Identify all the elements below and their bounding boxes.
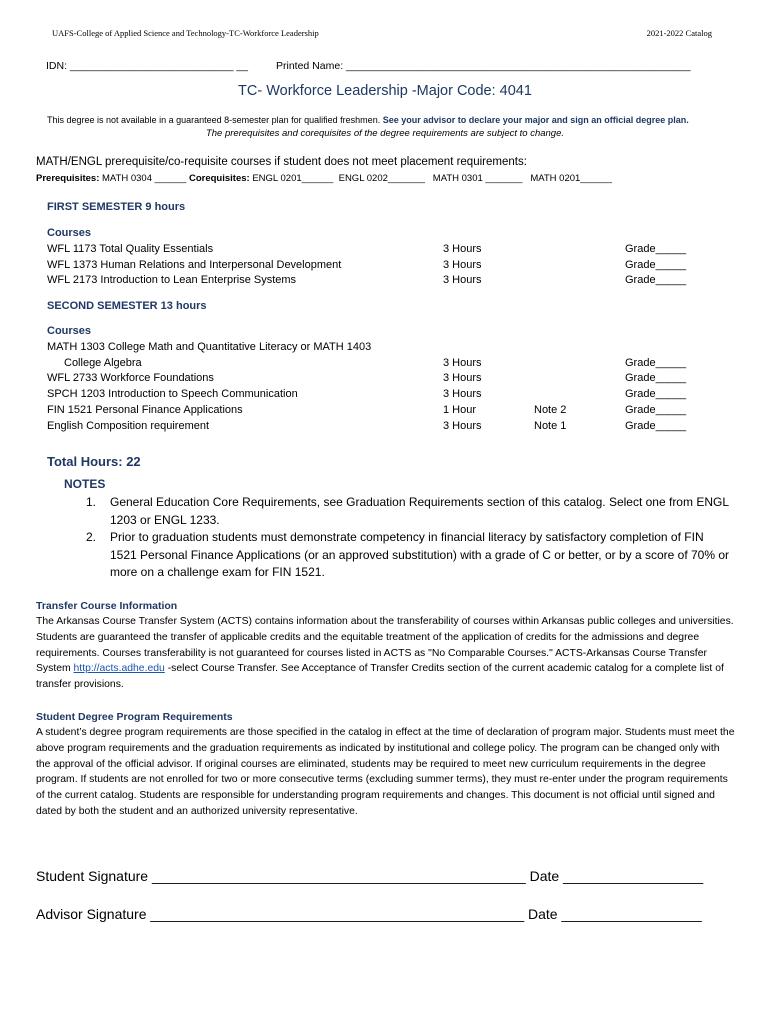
header-catalog-year: 2021-2022 Catalog: [646, 28, 712, 38]
transfer-text-end: -select Course Transfer. See Acceptance of Transfer Credits section of the current academic catalog for a complete list of transfer provisions.: [36, 663, 724, 691]
prereq-value: MATH 0304 ______: [99, 173, 189, 184]
course-name: WFL 2733 Workforce Foundations: [47, 372, 214, 384]
note-text: General Education Core Requirements, see Graduation Requirements section of this catalog. Select one from ENGL 1203 or ENGL 1233.: [110, 495, 729, 527]
course-grade: Grade_____: [625, 357, 687, 369]
course-hours: 3 Hours: [443, 259, 482, 271]
student-requirements-heading: Student Degree Program Requirements: [36, 711, 233, 723]
course-hours: 3 Hours: [443, 372, 482, 384]
course-grade: Grade_____: [625, 259, 687, 271]
course-hours: 3 Hours: [443, 357, 482, 369]
page-title: TC- Workforce Leadership -Major Code: 4041: [238, 83, 532, 99]
second-semester-courses-label: Courses: [47, 325, 92, 337]
header-left: UAFS-College of Applied Science and Technology-TC-Workforce Leadership: [52, 28, 319, 38]
course-grade: Grade_____: [625, 243, 687, 255]
course-name: SPCH 1203 Introduction to Speech Communication: [47, 388, 298, 400]
transfer-paragraph: [36, 614, 736, 693]
coreq-value: ENGL 0201______ ENGL 0202_______ MATH 0301 _______ MATH 0201______: [249, 173, 613, 184]
course-name: English Composition requirement: [47, 420, 210, 432]
printed-name-field-label: Printed Name: ___________________________________________________________: [276, 60, 691, 72]
math-option-line: MATH 1303 College Math and Quantitative Literacy or MATH 1403: [47, 341, 372, 353]
disclaimer-line-2: The prerequisites and corequisites of the degree requirements are subject to change.: [205, 128, 565, 139]
note-number: 2.: [86, 530, 97, 544]
student-signature-line[interactable]: Student Signature ________________________________________________ Date __________________: [36, 868, 704, 884]
course-grade: Grade_____: [625, 420, 687, 432]
total-hours: Total Hours: 22: [47, 454, 141, 469]
course-hours: 1 Hour: [443, 404, 477, 416]
transfer-heading: Transfer Course Information: [36, 600, 178, 612]
course-hours: 3 Hours: [443, 243, 482, 255]
course-name: College Algebra: [64, 357, 142, 369]
notes-heading: NOTES: [64, 477, 106, 491]
mathengl-heading: MATH/ENGL prerequisite/co-requisite courses if student does not meet placement requirements:: [36, 156, 527, 168]
course-name: FIN 1521 Personal Finance Applications: [47, 404, 243, 416]
disclaimer-line-1: [47, 115, 689, 125]
course-name: WFL 2173 Introduction to Lean Enterprise Systems: [47, 274, 297, 286]
id-field-label: IDN: ____________________________ __: [46, 60, 249, 72]
note-number: 1.: [86, 495, 97, 509]
second-semester-heading: SECOND SEMESTER 13 hours: [47, 300, 207, 312]
prereq-label: Prerequisites:: [36, 173, 100, 184]
first-semester-courses-label: Courses: [47, 227, 92, 239]
acts-link[interactable]: http://acts.adhe.edu: [73, 663, 165, 675]
student-requirements-paragraph: A student’s degree program requirements are those specified in the catalog in effect at the time of declaration of program major. Students must meet the above program requirements and the graduation requirements as indicated by institutional and college policy. The program can be changed only with the approval of the official advisor. If original courses are eliminated, students may be required to meet new curriculum requirements in the degree program. If students are not enrolled for two or more consecutive terms (excluding summer terms), they must re-enter under the program requirements of the current catalog. Students are responsible for understanding program requirements and changes. This document is not official until signed and dated by both the student and an authorized university representative.: [36, 727, 735, 817]
advisor-signature-line[interactable]: Advisor Signature ________________________________________________ Date __________________: [36, 906, 702, 922]
course-note: Note 1: [534, 420, 567, 432]
course-grade: Grade_____: [625, 404, 687, 416]
coreq-label: Corequisites:: [188, 173, 250, 184]
mathengl-requirements: [36, 173, 612, 184]
course-grade: Grade_____: [625, 372, 687, 384]
course-name: WFL 1173 Total Quality Essentials: [47, 243, 214, 255]
note-text: Prior to graduation students must demonstrate competency in financial literacy by satisfactory completion of FIN 1521 Personal Finance Applications (or an approved substitution) with a grade of C or better, or by a score of 70% or more on a challenge exam for FIN 1521.: [110, 530, 730, 579]
disclaimer-advisor-notice: See your advisor to declare your major and sign an official degree plan.: [382, 115, 689, 125]
course-grade: Grade_____: [625, 274, 687, 286]
course-name: WFL 1373 Human Relations and Interpersonal Development: [47, 259, 342, 271]
course-hours: 3 Hours: [443, 274, 482, 286]
course-hours: 3 Hours: [443, 420, 482, 432]
course-hours: 3 Hours: [443, 388, 482, 400]
transfer-text: The Arkansas Course Transfer System (ACTS) contains information about the transferability of courses within Arkansas public colleges and universities. Students are guaranteed the transfer of applicable credits and the equitable treatment of the application of credits for the admissions and degree requirements. Courses transferability is not guaranteed for courses listed in ACTS as "No Comparable Courses." ACTS-Arkansas Course Transfer System: [36, 616, 734, 675]
course-grade: Grade_____: [625, 388, 687, 400]
course-note: Note 2: [534, 404, 567, 416]
disclaimer-plain: This degree is not available in a guaranteed 8-semester plan for qualified freshmen.: [47, 115, 383, 125]
first-semester-heading: FIRST SEMESTER 9 hours: [47, 201, 186, 213]
